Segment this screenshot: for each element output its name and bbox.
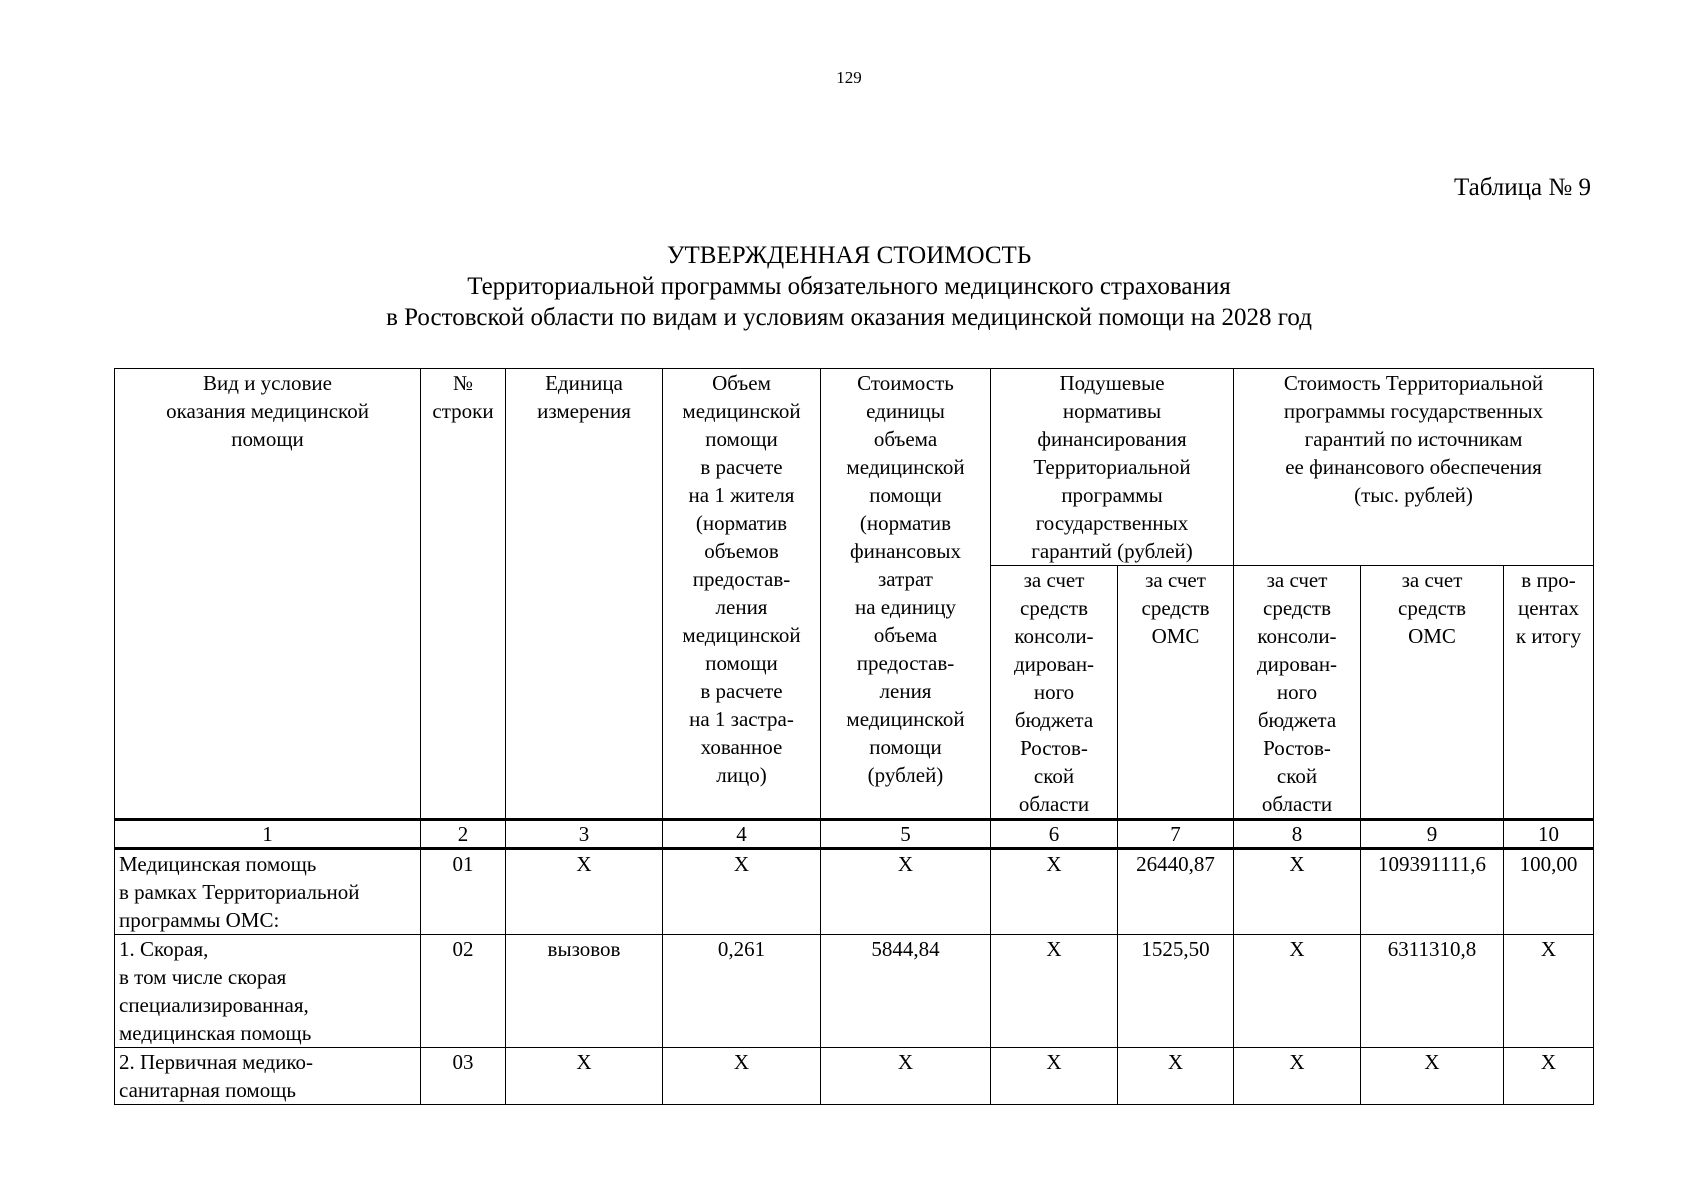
cell-row-number: 02 <box>421 935 506 1048</box>
column-number: 1 <box>115 820 421 849</box>
cell-cost-oms: 109391111,6 <box>1361 849 1504 935</box>
cell-volume: 0,261 <box>663 935 821 1048</box>
title-line-2: Территориальной программы обязательного медицинского страхования <box>467 273 1231 300</box>
page-number: 129 <box>836 68 862 87</box>
column-number: 2 <box>421 820 506 849</box>
header-percent: в про- центах к итогу <box>1504 566 1594 820</box>
cell-cost-oms: X <box>1361 1048 1504 1105</box>
header-volume: Объем медицинской помощи в расчете на 1 жителя (норматив объемов предостав- ления медицинской помощи в расчете на 1 застра- хованное лицо) <box>663 369 821 820</box>
column-number: 8 <box>1234 820 1361 849</box>
cell-unit: X <box>506 1048 663 1105</box>
cell-cost-budget: X <box>1234 849 1361 935</box>
cell-percent: 100,00 <box>1504 849 1594 935</box>
cell-per-capita-budget: X <box>991 849 1118 935</box>
cell-unit-cost: X <box>821 1048 991 1105</box>
cell-type: Медицинская помощь в рамках Территориальной программы ОМС: <box>115 849 421 935</box>
cell-cost-budget: X <box>1234 935 1361 1048</box>
cost-table <box>114 368 1594 1105</box>
header-unit: Единица измерения <box>506 369 663 820</box>
cell-percent: X <box>1504 935 1594 1048</box>
cell-per-capita-oms: 1525,50 <box>1118 935 1234 1048</box>
header-unit-cost: Стоимость единицы объема медицинской помощи (норматив финансовых затрат на единицу объема предостав- ления медицинской помощи (рублей) <box>821 369 991 820</box>
column-number: 7 <box>1118 820 1234 849</box>
header-per-capita-group: Подушевые нормативы финансирования Территориальной программы государственных гарантий (рублей) <box>991 369 1234 566</box>
cell-percent: X <box>1504 1048 1594 1105</box>
header-row-1 <box>115 369 1594 566</box>
cell-unit: вызовов <box>506 935 663 1048</box>
column-number: 9 <box>1361 820 1504 849</box>
table-row <box>115 1048 1594 1105</box>
column-number: 10 <box>1504 820 1594 849</box>
cell-unit-cost: X <box>821 849 991 935</box>
cell-cost-oms: 6311310,8 <box>1361 935 1504 1048</box>
cell-unit: X <box>506 849 663 935</box>
header-cost-budget: за счет средств консоли- дирован- ного бюджета Ростов- ской области <box>1234 566 1361 820</box>
table-row <box>115 935 1594 1048</box>
cell-per-capita-budget: X <box>991 1048 1118 1105</box>
cell-volume: X <box>663 849 821 935</box>
cell-per-capita-budget: X <box>991 935 1118 1048</box>
header-cost-oms: за счет средств ОМС <box>1361 566 1504 820</box>
column-number: 5 <box>821 820 991 849</box>
column-number: 4 <box>663 820 821 849</box>
cell-type: 2. Первичная медико- санитарная помощь <box>115 1048 421 1105</box>
cell-volume: X <box>663 1048 821 1105</box>
header-per-capita-budget: за счет средств консоли- дирован- ного бюджета Ростов- ской области <box>991 566 1118 820</box>
title-line-1: УТВЕРЖДЕННАЯ СТОИМОСТЬ <box>666 242 1032 269</box>
cell-type: 1. Скорая, в том числе скорая специализированная, медицинская помощь <box>115 935 421 1048</box>
cell-row-number: 01 <box>421 849 506 935</box>
header-row-number: № строки <box>421 369 506 820</box>
header-per-capita-oms: за счет средств ОМС <box>1118 566 1234 820</box>
cell-cost-budget: X <box>1234 1048 1361 1105</box>
table-row <box>115 849 1594 935</box>
document-title <box>0 240 1698 333</box>
title-line-3: в Ростовской области по видам и условиям оказания медицинской помощи на 2028 год <box>386 304 1312 331</box>
header-type: Вид и условие оказания медицинской помощи <box>115 369 421 820</box>
column-numbers-row <box>115 820 1594 849</box>
cell-unit-cost: 5844,84 <box>821 935 991 1048</box>
cell-row-number: 03 <box>421 1048 506 1105</box>
header-program-cost-group: Стоимость Территориальной программы государственных гарантий по источникам ее финансового обеспечения (тыс. рублей) <box>1234 369 1594 566</box>
column-number: 3 <box>506 820 663 849</box>
cell-per-capita-oms: 26440,87 <box>1118 849 1234 935</box>
table-label: Таблица № 9 <box>1453 174 1591 201</box>
column-number: 6 <box>991 820 1118 849</box>
cell-per-capita-oms: X <box>1118 1048 1234 1105</box>
